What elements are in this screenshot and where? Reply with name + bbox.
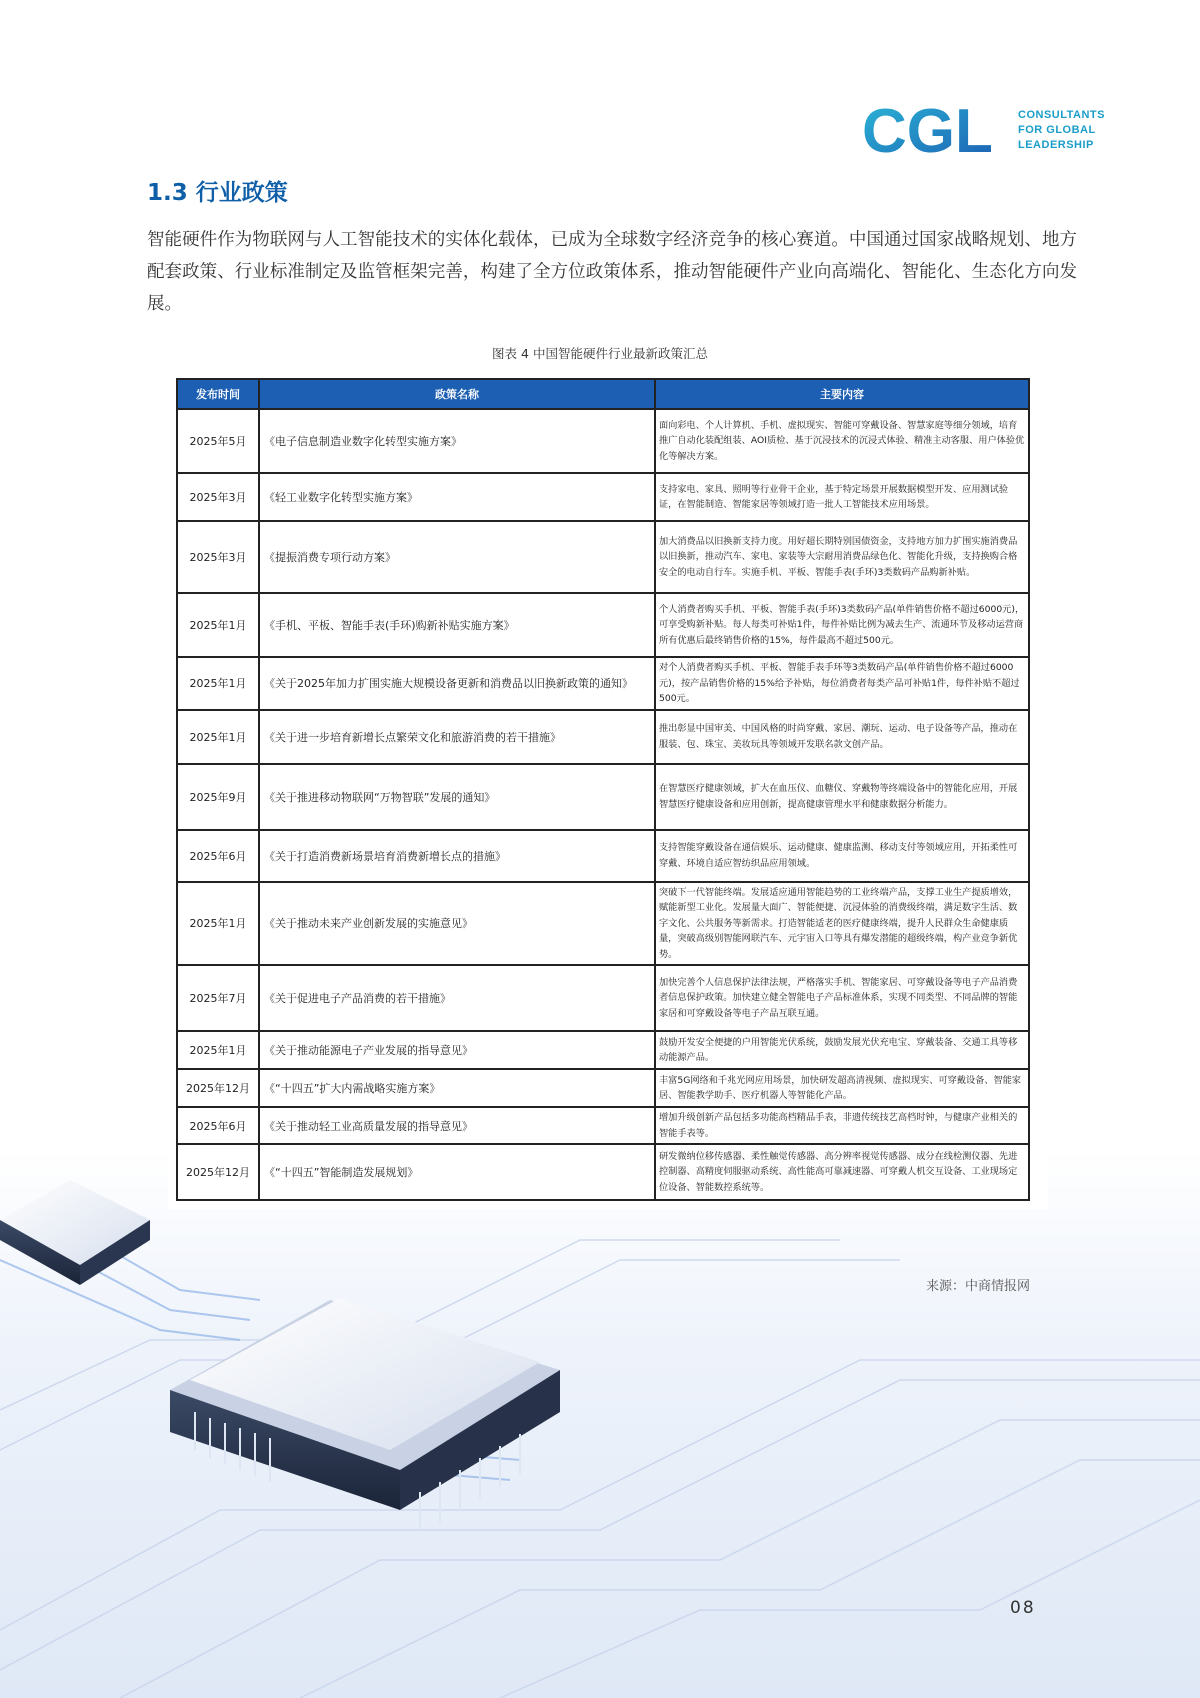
table-row [177,473,1029,521]
cell-date: 2025年3月 [177,521,259,593]
cell-content: 加大消费品以旧换新支持力度。用好超长期特别国债资金，支持地方加力扩围实施消费品以旧换新，推动汽车、家电、家装等大宗耐用消费品绿色化、智能化升级，支持换购合格安全的电动自行车。实施手机、平板、智能手表(手环)3类数码产品购新补贴。 [655,521,1029,593]
header-policy-name: 政策名称 [259,379,655,409]
cell-content: 支持家电、家具、照明等行业骨干企业，基于特定场景开展数据模型开发、应用测试验证，在智能制造、智能家居等领域打造一批人工智能技术应用场景。 [655,473,1029,521]
cell-date: 2025年12月 [177,1069,259,1107]
cell-content: 突破下一代智能终端。发展适应通用智能趋势的工业终端产品，支撑工业生产提质增效，赋能新型工业化。发展量大面广、智能便捷、沉浸体验的消费级终端，满足数字生活、数字文化、公共服务等新需求。打造智能适老的医疗健康终端，提升人民群众生命健康质量，突破高级别智能网联汽车、元宇宙入口等具有爆发潜能的超级终端，构产业竞争新优势。 [655,882,1029,966]
cell-policy-name: 《关于推动未来产业创新发展的实施意见》 [259,882,655,966]
cell-content: 在智慧医疗健康领域，扩大在血压仪、血糖仪、穿戴物等终端设备中的智能化应用，开展智慧医疗健康设备和应用创新，提高健康管理水平和健康数据分析能力。 [655,764,1029,830]
logo-wordmark: CGL [862,100,993,160]
table-row [177,657,1029,710]
cell-policy-name: 《手机、平板、智能手表(手环)购新补贴实施方案》 [259,593,655,657]
table-row [177,1031,1029,1069]
table-header-row [177,379,1029,409]
table-row [177,965,1029,1031]
cell-date: 2025年1月 [177,593,259,657]
cell-content: 对个人消费者购买手机、平板、智能手表手环等3类数码产品(单件销售价格不超过6000元)，按产品销售价格的15%给予补贴，每位消费者每类产品可补贴1件，每件补贴不超过500元。 [655,657,1029,710]
cell-policy-name: 《轻工业数字化转型实施方案》 [259,473,655,521]
tagline-line-3: LEADERSHIP [1018,138,1094,151]
cell-policy-name: 《“十四五”智能制造发展规划》 [259,1144,655,1200]
cell-content: 推出彰显中国审美、中国风格的时尚穿戴、家居、潮玩、运动、电子设备等产品，推动在服装、包、珠宝、美妆玩具等领域开发联名款文创产品。 [655,710,1029,764]
table-row [177,409,1029,473]
section-title: 1.3 行业政策 [147,180,288,206]
cell-content: 面向彩电、个人计算机、手机、虚拟现实、智能可穿戴设备、智慧家庭等细分领域，培育推广自动化装配组装、AOI质检、基于沉浸技术的沉浸式体验、精准主动客服、用户体验优化等解决方案。 [655,409,1029,473]
table-row [177,764,1029,830]
cgl-logo-mark [862,100,1008,160]
cell-date: 2025年9月 [177,764,259,830]
policy-table [176,378,1030,1201]
table-row [177,882,1029,966]
table-caption: 图表 4 中国智能硬件行业最新政策汇总 [492,346,708,361]
cell-date: 2025年7月 [177,965,259,1031]
cell-date: 2025年5月 [177,409,259,473]
policy-table-container [168,370,1048,1209]
intro-paragraph: 智能硬件作为物联网与人工智能技术的实体化载体，已成为全球数字经济竞争的核心赛道。中国通过国家战略规划、地方配套政策、行业标准制定及监管框架完善，构建了全方位政策体系，推动智能硬件产业向高端化、智能化、生态化方向发展。 [147,230,1077,314]
header-date: 发布时间 [177,379,259,409]
logo-tagline [1018,108,1105,153]
cell-content: 个人消费者购买手机、平板、智能手表(手环)3类数码产品(单件销售价格不超过6000元)，可享受购新补贴。每人每类可补贴1件，每件补贴比例为减去生产、流通环节及移动运营商所有优惠后最终销售价格的15%，每件最高不超过500元。 [655,593,1029,657]
cell-content: 加快完善个人信息保护法律法规，严格落实手机、智能家居、可穿戴设备等电子产品消费者信息保护政策。加快建立健全智能电子产品标准体系，实现不同类型、不同品牌的智能家居和可穿戴设备等电子产品互联互通。 [655,965,1029,1031]
tagline-line-2: FOR GLOBAL [1018,123,1096,136]
cell-policy-name: 《关于进一步培育新增长点繁荣文化和旅游消费的若干措施》 [259,710,655,764]
header-content: 主要内容 [655,379,1029,409]
table-row [177,521,1029,593]
table-row [177,830,1029,882]
table-body [177,409,1029,1200]
cell-policy-name: 《关于打造消费新场景培育消费新增长点的措施》 [259,830,655,882]
cell-content: 支持智能穿戴设备在通信娱乐、运动健康、健康监测、移动支付等领域应用，开拓柔性可穿戴、环境自适应智纺织品应用领域。 [655,830,1029,882]
cell-policy-name: 《电子信息制造业数字化转型实施方案》 [259,409,655,473]
table-row [177,1069,1029,1107]
cell-date: 2025年3月 [177,473,259,521]
page-number: 08 [1010,1598,1036,1618]
cell-policy-name: 《关于推动轻工业高质量发展的指导意见》 [259,1107,655,1144]
cell-policy-name: 《关于推动能源电子产业发展的指导意见》 [259,1031,655,1069]
cell-content: 研发微纳位移传感器、柔性触觉传感器、高分辨率视觉传感器、成分在线检测仪器、先进控制器、高精度伺服驱动系统、高性能高可靠减速器、可穿戴人机交互设备、工业现场定位设备、智能数控系统等。 [655,1144,1029,1200]
cell-policy-name: 《提振消费专项行动方案》 [259,521,655,593]
cell-date: 2025年6月 [177,1107,259,1144]
cell-content: 鼓励开发安全便捷的户用智能光伏系统，鼓励发展光伏充电宝、穿戴装备、交通工具等移动能源产品。 [655,1031,1029,1069]
cgl-logo [862,100,1112,160]
cell-content: 丰富5G网络和千兆光网应用场景，加快研发超高清视频、虚拟现实、可穿戴设备、智能家居、智能教学助手、医疗机器人等智能化产品。 [655,1069,1029,1107]
cell-policy-name: 《关于2025年加力扩围实施大规模设备更新和消费品以旧换新政策的通知》 [259,657,655,710]
cell-date: 2025年1月 [177,710,259,764]
cell-policy-name: 《关于促进电子产品消费的若干措施》 [259,965,655,1031]
table-row [177,593,1029,657]
source-note: 来源：中商情报网 [925,1279,1030,1294]
cell-policy-name: 《关于推进移动物联网“万物智联”发展的通知》 [259,764,655,830]
cell-date: 2025年1月 [177,882,259,966]
tagline-line-1: CONSULTANTS [1018,108,1105,121]
cell-content: 增加升级创新产品包括多功能高档精品手表，非遗传统技艺高档时钟，与健康产业相关的智能手表等。 [655,1107,1029,1144]
cell-policy-name: 《“十四五”扩大内需战略实施方案》 [259,1069,655,1107]
table-row [177,1107,1029,1144]
cell-date: 2025年1月 [177,657,259,710]
cell-date: 2025年1月 [177,1031,259,1069]
cell-date: 2025年6月 [177,830,259,882]
cell-date: 2025年12月 [177,1144,259,1200]
table-row [177,710,1029,764]
table-row [177,1144,1029,1200]
